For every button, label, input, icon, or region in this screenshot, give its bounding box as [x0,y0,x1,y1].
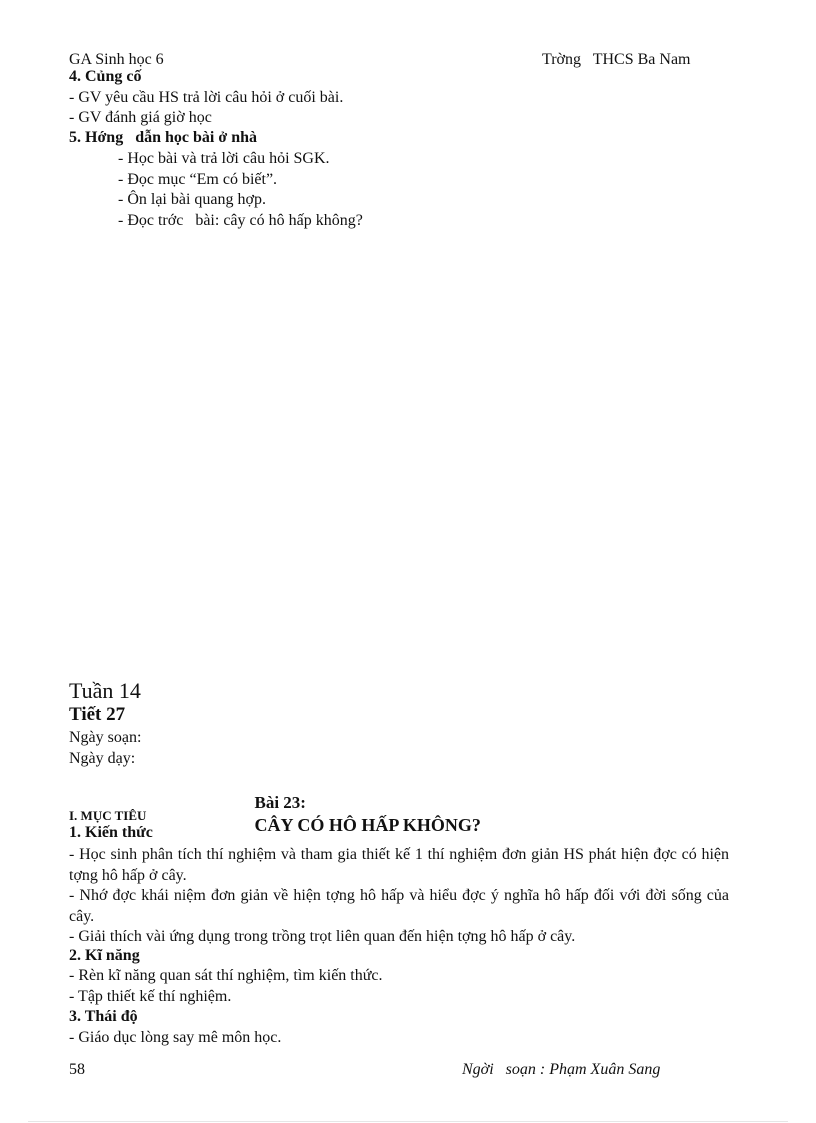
lesson-title-prefix: Bài 23: [254,793,306,812]
period-heading: Tiết 27 [69,704,126,725]
page-number: 58 [69,1061,85,1078]
page-bottom-divider [28,1121,788,1122]
list-item: - Rèn kĩ năng quan sát thí nghiệm, tìm kiến thức. [69,967,383,984]
homework-heading: 5. Hớng dẫn học bài ở nhà [69,129,257,146]
author-credit: Ngời soạn : Phạm Xuân Sang [462,1061,661,1078]
list-item: - Ôn lại bài quang hợp. [118,191,266,208]
objectives-heading: I. MỤC TIÊU [69,808,147,823]
paragraph: - Nhớ đợc khái niệm đơn giản về hiện tợng hô hấp và hiểu đợc ý nghĩa hô hấp đối với đời sống của cây. [69,887,729,925]
list-item: - Tập thiết kế thí nghiệm. [69,988,232,1005]
header-left: GA Sinh học 6 [69,51,164,68]
attitude-heading: 3. Thái độ [69,1008,138,1025]
skills-heading: 2. Kĩ năng [69,947,140,964]
lesson-title [246,770,481,837]
header-right: Trờng THCS Ba Nam [542,51,691,68]
paragraph: - Học sinh phân tích thí nghiệm và tham gia thiết kế 1 thí nghiệm đơn giản HS phát hiện đợc có hiện tợng hô hấp ở cây. [69,846,729,884]
list-item: - GV đánh giá giờ học [69,109,212,126]
list-item: - Đọc mục “Em có biết”. [118,171,278,188]
list-item: - GV yêu cầu HS trả lời câu hỏi ở cuối bài. [69,89,344,106]
list-item: - Học bài và trả lời câu hỏi SGK. [118,150,330,167]
lesson-title-text: CÂY CÓ HÔ HẤP KHÔNG? [254,815,481,835]
prep-date-label: Ngày soạn: [69,729,142,746]
teach-date-label: Ngày dạy: [69,750,136,767]
knowledge-heading: 1. Kiến thức [69,824,153,841]
week-heading: Tuần 14 [69,678,141,703]
list-item: - Giáo dục lòng say mê môn học. [69,1029,282,1046]
paragraph: - Giải thích vài ứng dụng trong trồng trọt liên quan đến hiện tợng hô hấp ở cây. [69,928,576,945]
consolidation-heading: 4. Củng cố [69,68,142,85]
list-item: - Đọc trớc bài: cây có hô hấp không? [118,212,363,229]
